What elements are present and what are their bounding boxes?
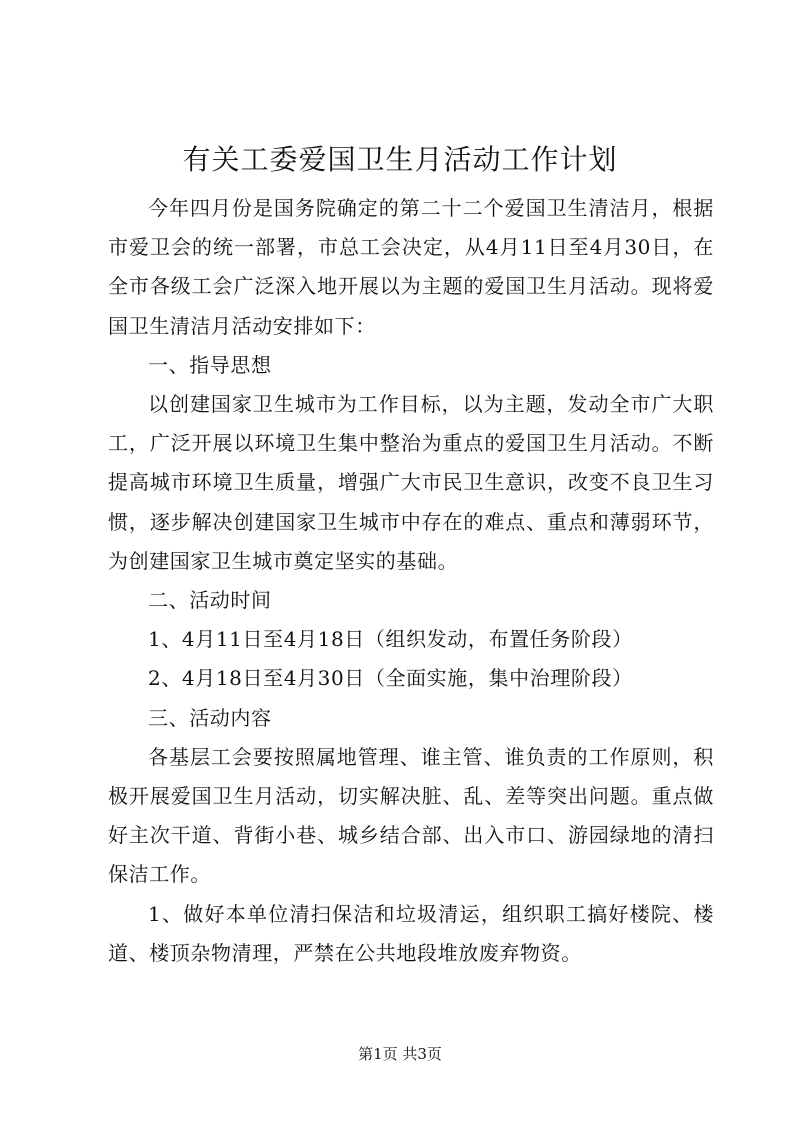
document-title: 有关工委爱国卫生月活动工作计划 bbox=[182, 143, 618, 176]
section-heading-activity-time: 二、活动时间 bbox=[148, 588, 272, 613]
activity-time-item-1: 1、4月11日至4月18日（组织发动，布置任务阶段） bbox=[148, 627, 633, 652]
guiding-ideology-paragraph: 以创建国家卫生城市为工作目标，以为主题，发动全市广大职工，广泛开展以环境卫生集中整治为重点的爱国卫生月活动。不断提高城市环境卫生质量，增强广大市民卫生意识，改变不良卫生习惯，逐步解决创建国家卫生城市中存在的难点、重点和薄弱环节，为创建国家卫生城市奠定坚实的基础。 bbox=[108, 392, 714, 573]
activity-content-item-1: 1、做好本单位清扫保洁和垃圾清运，组织职工搞好楼院、楼道、楼顶杂物清理，严禁在公共地段堆放废弃物资。 bbox=[108, 901, 714, 965]
activity-time-item-2: 2、4月18日至4月30日（全面实施，集中治理阶段） bbox=[148, 666, 633, 691]
section-heading-activity-content: 三、活动内容 bbox=[148, 705, 272, 730]
intro-paragraph: 今年四月份是国务院确定的第二十二个爱国卫生清洁月，根据市爱卫会的统一部署，市总工会决定，从4月11日至4月30日，在全市各级工会广泛深入地开展以为主题的爱国卫生月活动。现将爱国卫生清洁月活动安排如下： bbox=[108, 196, 714, 338]
page-footer: 第1页 共3页 bbox=[358, 1045, 442, 1063]
activity-content-paragraph: 各基层工会要按照属地管理、谁主管、谁负责的工作原则，积极开展爱国卫生月活动，切实解决脏、乱、差等突出问题。重点做好主次干道、背街小巷、城乡结合部、出入市口、游园绿地的清扫保洁工作。 bbox=[108, 744, 714, 887]
document-body bbox=[108, 189, 714, 973]
section-heading-guiding-ideology: 一、指导思想 bbox=[148, 352, 272, 377]
